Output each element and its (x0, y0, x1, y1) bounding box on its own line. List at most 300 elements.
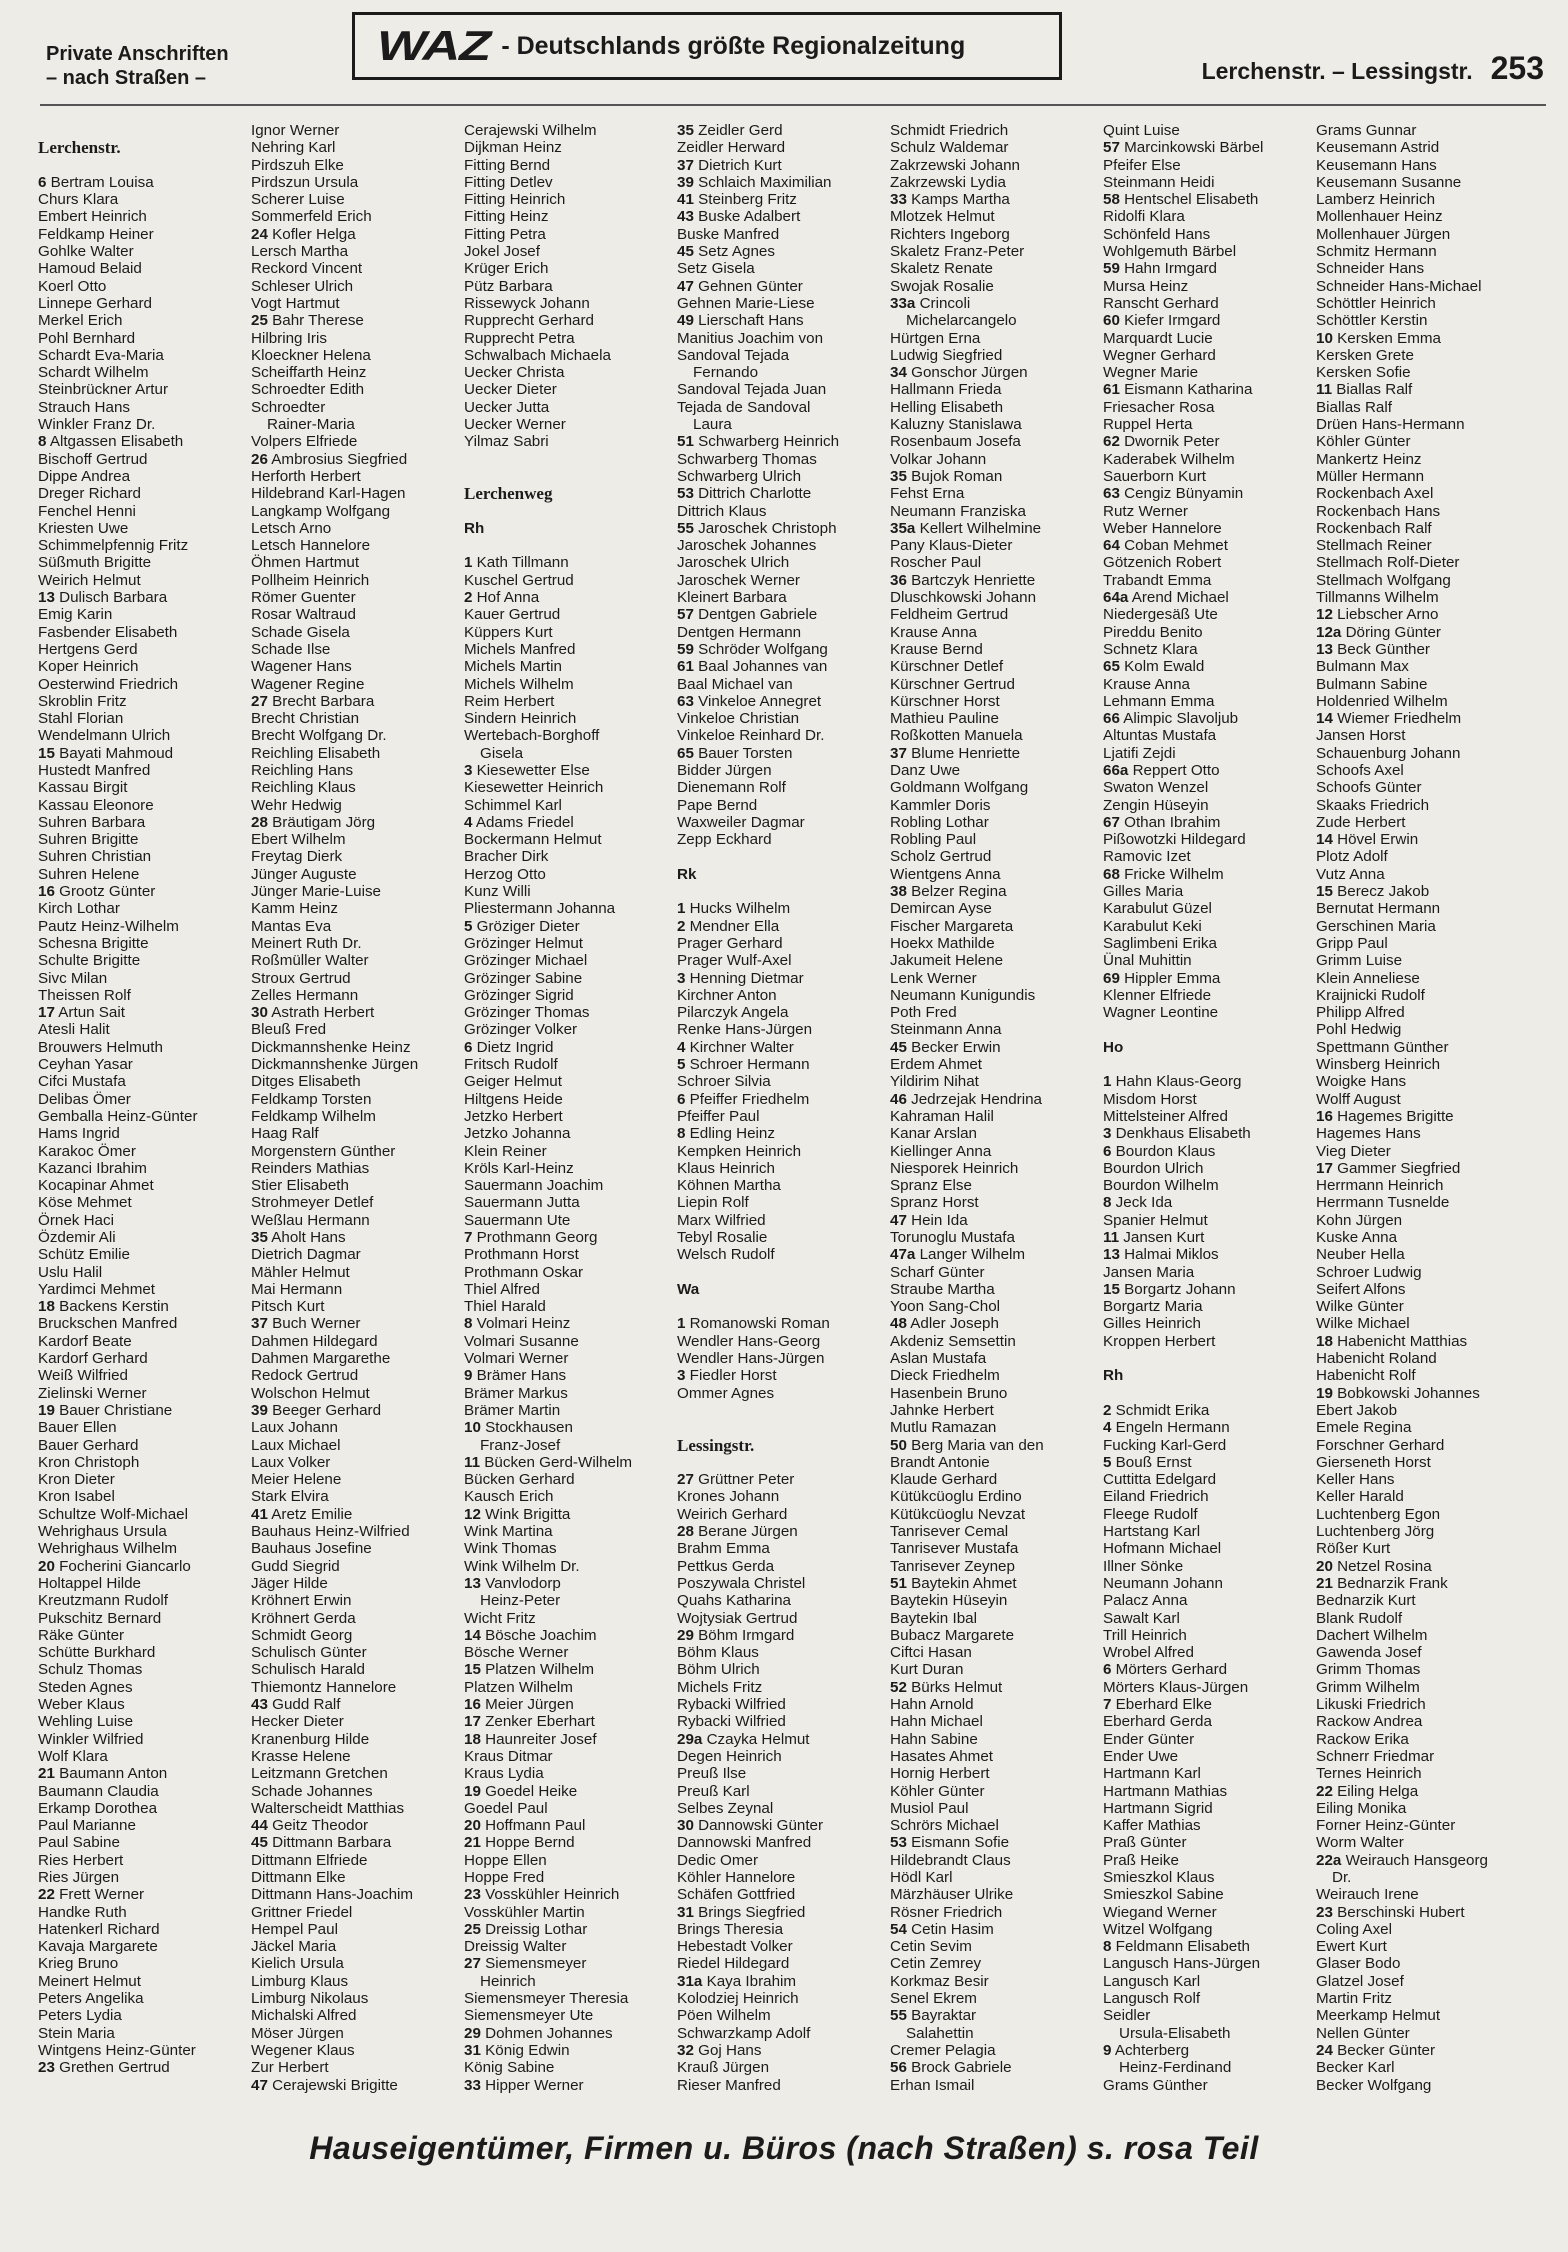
listing-entry: Wendler Hans-Jürgen (677, 1350, 825, 1368)
listing-entry: Wendelmann Ulrich (38, 727, 171, 745)
listing-entry: 37 Dietrich Kurt (677, 156, 782, 174)
listing-entry: 54 Cetin Hasim (890, 1920, 994, 1938)
listing-entry: Ebert Wilhelm (251, 831, 346, 849)
listing-entry: Hecker Dieter (251, 1713, 344, 1731)
listing-entry: Altuntas Mustafa (1103, 727, 1217, 745)
listing-entry: 65 Kolm Ewald (1103, 658, 1205, 676)
listing-entry: Rößer Kurt (1316, 1540, 1391, 1558)
listing-entry: 31 König Edwin (464, 2041, 570, 2059)
listing-entry: Pilarczyk Angela (677, 1004, 789, 1022)
listing-entry: Vinkeloe Christian (677, 710, 800, 728)
house-number: 27 (464, 1955, 481, 1973)
listing-entry: Ewert Kurt (1316, 1938, 1387, 1956)
listing-entry: 15 Borgartz Johann (1103, 1280, 1236, 1298)
listing-entry: 8 Jeck Ida (1103, 1194, 1173, 1212)
house-number: 33 (464, 2076, 481, 2094)
listing-entry: Morgenstern Günther (251, 1142, 396, 1160)
listing-entry: Grözinger Helmut (464, 934, 584, 952)
listing-entry: Reichling Klaus (251, 779, 356, 797)
listing-entry: Schöttler Kerstin (1316, 312, 1428, 330)
listing-entry: Hahn Sabine (890, 1730, 978, 1748)
house-number: 35 (251, 1229, 268, 1246)
listing-entry: Bidder Jürgen (677, 761, 772, 779)
listing-entry: Oesterwind Friedrich (38, 675, 179, 693)
listing-entry: Weber Klaus (38, 1696, 125, 1714)
listing-entry: Rockenbach Ralf (1316, 519, 1432, 537)
listing-entry: Wagner Leontine (1103, 1004, 1219, 1022)
masthead-box (352, 12, 1062, 80)
listing-entry: Cuttitta Edelgard (1103, 1471, 1217, 1489)
listing-entry: Feldkamp Wilhelm (251, 1107, 376, 1125)
listing-entry: Zakrzewski Johann (890, 156, 1020, 174)
house-number: 19 (38, 1401, 55, 1419)
house-number: 31a (677, 1972, 703, 1990)
listing-entry: Bleuß Fred (251, 1021, 327, 1039)
listing-entry: Thiel Harald (464, 1298, 546, 1316)
house-number: 18 (1316, 1332, 1333, 1350)
listing-entry: Vosskühler Martin (464, 1903, 585, 1921)
listing-entry: Wrobel Alfred (1103, 1644, 1194, 1662)
listing-entry: Wientgens Anna (890, 865, 1001, 883)
listing-entry: Ljatifi Zejdi (1103, 744, 1176, 762)
listing-entry: Özdemir Ali (38, 1229, 116, 1246)
listing-entry: Tillmanns Wilhelm (1316, 589, 1439, 607)
listing-entry: 4 Kirchner Walter (677, 1038, 794, 1056)
listing-entry: Cifci Mustafa (38, 1073, 126, 1091)
listing-entry: 62 Dwornik Peter (1103, 433, 1220, 451)
house-number: 13 (1103, 1246, 1120, 1264)
listing-entry: 12a Döring Günter (1316, 623, 1441, 641)
listing-entry: 55 Jaroschek Christoph (677, 519, 837, 537)
listing-entry: Danz Uwe (890, 761, 961, 779)
listing-entry: Aslan Mustafa (890, 1350, 987, 1368)
listing-entry: Lersch Martha (251, 243, 349, 261)
listing-entry: Märzhäuser Ulrike (890, 1886, 1014, 1904)
listing-entry: Schroedter Edith (251, 381, 365, 399)
listing-entry: Hahn Michael (890, 1713, 983, 1731)
listing-entry: Forschner Gerhard (1316, 1436, 1445, 1454)
house-number: 3 (464, 761, 473, 779)
listing-entry: Herzog Otto (464, 865, 546, 883)
house-number: 43 (677, 208, 694, 226)
listing-entry: Schrörs Michael (890, 1817, 999, 1835)
listing-entry: 13 Vanvlodorp (464, 1574, 561, 1592)
listing-entry: Ranscht Gerhard (1103, 294, 1219, 312)
listing-entry: Karabulut Güzel (1103, 900, 1212, 918)
listing-entry: Laux Michael (251, 1436, 341, 1454)
listing-entry: Zielinski Werner (38, 1384, 147, 1402)
listing-entry: 6 Pfeiffer Friedhelm (677, 1090, 810, 1108)
house-number: 6 (1103, 1661, 1112, 1679)
house-number: 6 (677, 1090, 686, 1108)
listing-entry: Volmari Susanne (464, 1332, 579, 1350)
listing-entry: Örnek Haci (38, 1211, 114, 1229)
listing-entry: Pautz Heinz-Wilhelm (38, 917, 179, 935)
listing-entry: Rackow Andrea (1316, 1713, 1423, 1731)
listing-entry: Fasbender Elisabeth (38, 623, 178, 641)
listing-entry: 22a Weirauch Hansgeorg (1316, 1851, 1488, 1869)
district-code: Rh (464, 519, 485, 537)
listing-entry: Böhm Klaus (677, 1644, 759, 1662)
house-number: 15 (464, 1661, 481, 1679)
listing-continuation: Ursula-Elisabeth (1119, 2024, 1231, 2042)
spacer (464, 503, 675, 520)
listing-entry: Bösche Werner (464, 1644, 569, 1662)
listing-entry: Langusch Karl (1103, 1972, 1201, 1990)
listing-entry: Fehst Erna (890, 485, 965, 503)
listing-entry: 18 Habenicht Matthias (1316, 1332, 1468, 1350)
house-number: 17 (464, 1713, 481, 1731)
listing-entry: Peters Angelika (38, 1990, 144, 2008)
listing-entry: Fitting Heinz (464, 208, 549, 226)
listing-entry: 3 Fiedler Horst (677, 1367, 777, 1385)
listing-entry: Jaroschek Werner (677, 571, 800, 589)
listing-entry: 4 Engeln Hermann (1103, 1419, 1230, 1437)
listing-entry: Kron Christoph (38, 1453, 140, 1471)
house-number: 10 (1316, 329, 1333, 347)
house-number: 29 (677, 1626, 694, 1644)
house-number: 55 (890, 2007, 907, 2025)
house-number: 30 (251, 1004, 268, 1022)
listing-entry: Lamberz Heinrich (1316, 191, 1436, 209)
house-number: 41 (677, 191, 694, 209)
listing-entry: 38 Belzer Regina (890, 883, 1007, 901)
listing-entry: 43 Gudd Ralf (251, 1696, 341, 1714)
house-number: 20 (464, 1817, 481, 1835)
listing-entry: Schade Ilse (251, 640, 331, 658)
house-number: 61 (1103, 381, 1120, 399)
listing-entry: Karabulut Keki (1103, 917, 1202, 935)
listing-entry: 1 Hucks Wilhelm (677, 900, 791, 918)
listing-entry: Bockermann Helmut (464, 831, 602, 849)
listing-entry: Weber Hannelore (1103, 519, 1222, 537)
listing-entry: Kammler Doris (890, 796, 991, 814)
listing-entry: 59 Schröder Wolfgang (677, 640, 828, 658)
listing-entry: 50 Berg Maria van den (890, 1436, 1044, 1454)
listing-entry: Roscher Paul (890, 554, 982, 572)
spacer (1103, 1350, 1314, 1367)
listing-entry: Kron Dieter (38, 1471, 115, 1489)
listing-entry: Mlotzek Helmut (890, 208, 995, 226)
listing-entry: Krause Anna (890, 623, 977, 641)
listing-entry: 8 Volmari Heinz (464, 1315, 571, 1333)
listing-entry: 59 Hahn Irmgard (1103, 260, 1217, 278)
listing-continuation: Gisela (480, 744, 524, 762)
listing-entry: Wehrighaus Wilhelm (38, 1540, 177, 1558)
house-number: 4 (677, 1038, 686, 1056)
listing-entry: Welsch Rudolf (677, 1246, 775, 1264)
listing-entry: 22 Eiling Helga (1316, 1782, 1419, 1800)
listing-entry: 9 Brämer Hans (464, 1367, 567, 1385)
listing-entry: Dickmannshenke Jürgen (251, 1056, 419, 1074)
house-number: 1 (677, 900, 686, 918)
listing-entry: Pohl Bernhard (38, 329, 136, 347)
listing-entry: 17 Artun Sait (38, 1004, 125, 1022)
listing-entry: Coling Axel (1316, 1920, 1392, 1938)
listing-entry: 13 Dulisch Barbara (38, 589, 168, 607)
listing-entry: Yardimci Mehmet (38, 1280, 156, 1298)
listing-entry: Ciftci Hasan (890, 1644, 972, 1662)
listing-entry: Scharf Günter (890, 1263, 985, 1281)
listing-entry: Köhnen Martha (677, 1177, 781, 1195)
listing-entry: Herrmann Tusnelde (1316, 1194, 1450, 1212)
listing-entry: Spranz Else (890, 1177, 972, 1195)
listing-entry: Krasse Helene (251, 1747, 351, 1765)
listing-entry: Kausch Erich (464, 1488, 554, 1506)
listing-entry: Suhren Helene (38, 865, 140, 883)
house-number: 6 (464, 1038, 473, 1056)
listing-entry: Süßmuth Brigitte (38, 554, 152, 572)
listing-entry: 60 Kiefer Irmgard (1103, 312, 1221, 330)
spacer (677, 1298, 888, 1315)
listing-continuation: Heinz-Ferdinand (1119, 2059, 1232, 2077)
listing-entry: Fitting Petra (464, 225, 546, 243)
house-number: 16 (1316, 1107, 1333, 1125)
listing-entry: Schütte Burkhard (38, 1644, 156, 1662)
listing-entry: 16 Hagemes Brigitte (1316, 1107, 1454, 1125)
listing-entry: Räke Günter (38, 1626, 125, 1644)
listing-entry: Pirdszuh Elke (251, 156, 344, 174)
house-number: 59 (677, 640, 694, 658)
listing-entry: Ludwig Siegfried (890, 346, 1003, 364)
listing-entry: König Sabine (464, 2059, 555, 2077)
listing-entry: Musiol Paul (890, 1799, 969, 1817)
listing-entry: Rutz Werner (1103, 502, 1188, 520)
listing-entry: Wehr Hedwig (251, 796, 342, 814)
listing-entry: Jahnke Herbert (890, 1401, 994, 1419)
listing-entry: 1 Kath Tillmann (464, 554, 569, 572)
house-number: 46 (890, 1090, 907, 1108)
listing-column-1 (38, 122, 251, 2120)
listing-entry: Reim Herbert (464, 692, 555, 710)
listing-entry: Luchtenberg Egon (1316, 1505, 1441, 1523)
listing-entry: 53 Eismann Sofie (890, 1834, 1010, 1852)
listing-entry: Dannowski Manfred (677, 1834, 812, 1852)
listing-entry: Grözinger Michael (464, 952, 588, 970)
house-number: 1 (464, 554, 473, 572)
listing-entry: Bücken Gerhard (464, 1471, 575, 1489)
listing-entry: 28 Bräutigam Jörg (251, 813, 376, 831)
listing-entry: 1 Hahn Klaus-Georg (1103, 1073, 1242, 1091)
listing-entry: Ignor Werner (251, 122, 340, 139)
listing-entry: Pollheim Heinrich (251, 571, 370, 589)
street-range: Lerchenstr. – Lessingstr. (1201, 58, 1473, 84)
listing-entry: Akdeniz Semsettin (890, 1332, 1016, 1350)
listing-entry: 35 Bujok Roman (890, 467, 1003, 485)
listing-entry: 27 Brecht Barbara (251, 692, 375, 710)
listing-entry: Walterscheidt Matthias (251, 1799, 405, 1817)
house-number: 65 (677, 744, 694, 762)
listing-entry: Richters Ingeborg (890, 225, 1010, 243)
listing-entry: Peters Lydia (38, 2007, 122, 2025)
house-number: 21 (38, 1765, 55, 1783)
listing-entry: Michels Manfred (464, 640, 576, 658)
house-number: 57 (1103, 139, 1120, 157)
listing-entry: Dijkman Heinz (464, 139, 562, 157)
listing-entry: Schroer Silvia (677, 1073, 771, 1091)
listing-entry: Stier Elisabeth (251, 1177, 349, 1195)
listing-entry: Kauer Gertrud (464, 606, 561, 624)
listing-entry: Schnetz Klara (1103, 640, 1198, 658)
listing-entry: Nehring Karl (251, 139, 336, 157)
listing-entry: Rosar Waltraud (251, 606, 356, 624)
listing-entry: 32 Goj Hans (677, 2041, 762, 2059)
house-number: 3 (1103, 1125, 1112, 1143)
listing-entry: Baytekin Ibal (890, 1609, 977, 1627)
listing-entry: Wink Wilhelm Dr. (464, 1557, 580, 1575)
house-number: 3 (677, 1367, 686, 1385)
listing-entry: 4 Adams Friedel (464, 813, 574, 831)
listing-entry: Schimmelpfennig Fritz (38, 537, 189, 555)
listing-entry: Pütz Barbara (464, 277, 553, 295)
listing-entry: Dreger Richard (38, 485, 141, 503)
listing-entry: Hagemes Hans (1316, 1125, 1421, 1143)
house-number: 20 (1316, 1557, 1333, 1575)
house-number: 5 (677, 1056, 686, 1074)
listing-entry: 29 Dohmen Johannes (464, 2024, 613, 2042)
house-number: 55 (677, 519, 694, 537)
house-number: 39 (677, 173, 694, 191)
listing-entry: 57 Marcinkowski Bärbel (1103, 139, 1264, 157)
listing-entry: Fleege Rudolf (1103, 1505, 1198, 1523)
listing-entry: Wicht Fritz (464, 1609, 536, 1627)
listing-entry: Kaffer Mathias (1103, 1817, 1201, 1835)
house-number: 9 (1103, 2041, 1112, 2059)
listing-entry: 37 Blume Henriette (890, 744, 1021, 762)
listing-entry: Niesporek Heinrich (890, 1159, 1019, 1177)
listing-entry: 13 Halmai Miklos (1103, 1246, 1219, 1264)
listing-entry: Tanrisever Zeynep (890, 1557, 1015, 1575)
listing-entry: Langusch Rolf (1103, 1990, 1201, 2008)
house-number: 39 (251, 1401, 268, 1419)
listing-entry: Kersken Sofie (1316, 364, 1411, 382)
house-number: 16 (464, 1696, 481, 1714)
listing-entry: Gierseneth Horst (1316, 1453, 1431, 1471)
listing-entry: Praß Günter (1103, 1834, 1187, 1852)
listing-entry: Pany Klaus-Dieter (890, 537, 1013, 555)
listing-entry: Demircan Ayse (890, 900, 992, 918)
listing-entry: 12 Liebscher Arno (1316, 606, 1439, 624)
listing-entry: Hofmann Michael (1103, 1540, 1222, 1558)
house-number: 25 (251, 312, 268, 330)
listing-entry: Ebert Jakob (1316, 1401, 1398, 1419)
listing-entry: Kuske Anna (1316, 1229, 1398, 1246)
listing-entry: 52 Bürks Helmut (890, 1678, 1003, 1696)
listing-entry: 61 Eismann Katharina (1103, 381, 1253, 399)
listing-entry: 66 Alimpic Slavoljub (1103, 710, 1239, 728)
listing-continuation: Salahettin (906, 2024, 974, 2042)
listing-entry: Hildebrand Karl-Hagen (251, 485, 406, 503)
listing-continuation: Heinrich (480, 1972, 536, 1990)
listing-entry: Schoofs Günter (1316, 779, 1422, 797)
listing-entry: Scheiffarth Heinz (251, 364, 367, 382)
listing-entry: Pirdszun Ursula (251, 173, 359, 191)
listing-entry: Dluschkowski Johann (890, 589, 1037, 607)
listing-entry: Ender Günter (1103, 1730, 1195, 1748)
house-number: 4 (464, 813, 473, 831)
listing-entry: Hamoud Belaid (38, 260, 142, 278)
listing-entry: Scholz Gertrud (890, 848, 992, 866)
listing-entry: Fischer Margareta (890, 917, 1014, 935)
listing-entry: Bourdon Wilhelm (1103, 1177, 1219, 1195)
listing-entry: Haag Ralf (251, 1125, 319, 1143)
house-number: 21 (464, 1834, 481, 1852)
listing-entry: Hoppe Fred (464, 1868, 545, 1886)
house-number: 62 (1103, 433, 1120, 451)
house-number: 2 (464, 589, 473, 607)
listing-entry: Setz Gisela (677, 260, 755, 278)
listing-entry: Erdem Ahmet (890, 1056, 983, 1074)
house-number: 27 (677, 1471, 694, 1489)
listing-entry: Hornig Herbert (890, 1765, 990, 1783)
listing-entry: 29a Czayka Helmut (677, 1730, 810, 1748)
listing-entry: Hartmann Sigrid (1103, 1799, 1213, 1817)
listing-entry: Bracher Dirk (464, 848, 549, 866)
listing-entry: Spranz Horst (890, 1194, 979, 1212)
listing-entry: 33 Kamps Martha (890, 191, 1010, 209)
house-number: 29a (677, 1730, 703, 1748)
listing-entry: Lehmann Emma (1103, 692, 1215, 710)
listing-entry: Kraus Lydia (464, 1765, 544, 1783)
listing-entry: Kahraman Halil (890, 1107, 994, 1125)
listing-entry: 66a Reppert Otto (1103, 761, 1220, 779)
house-number: 8 (1103, 1938, 1112, 1956)
house-number: 30 (677, 1817, 694, 1835)
house-number: 8 (464, 1315, 473, 1333)
listing-entry: 6 Dietz Ingrid (464, 1038, 554, 1056)
listing-entry: 25 Dreissig Lothar (464, 1920, 588, 1938)
listing-entry: Kempken Heinrich (677, 1142, 802, 1160)
listing-entry: Hartmann Mathias (1103, 1782, 1228, 1800)
section-label-line2: – nach Straßen – (46, 67, 207, 89)
listing-entry: Palacz Anna (1103, 1592, 1188, 1610)
listing-entry: Manitius Joachim von (677, 329, 824, 347)
listing-entry: 47 Gehnen Günter (677, 277, 803, 295)
listing-entry: Öhmen Hartmut (251, 554, 360, 572)
listing-column-7 (1316, 122, 1529, 2120)
listing-entry: Woigke Hans (1316, 1073, 1407, 1091)
listing-entry: Kriesten Uwe (38, 519, 129, 537)
listing-entry: Pliestermann Johanna (464, 900, 616, 918)
listing-entry: Brämer Martin (464, 1401, 561, 1419)
listing-entry: Kocapinar Ahmet (38, 1177, 154, 1195)
listing-entry: Köhler Günter (890, 1782, 985, 1800)
listing-entry: Böhm Ulrich (677, 1661, 760, 1679)
listing-entry: Ünal Muhittin (1103, 952, 1192, 970)
listing-entry: Selbes Zeynal (677, 1799, 774, 1817)
listing-entry: Fenchel Henni (38, 502, 136, 520)
listing-entry: 6 Bourdon Klaus (1103, 1142, 1216, 1160)
listing-entry: Krieg Bruno (38, 1955, 119, 1973)
listing-entry: 46 Jedrzejak Hendrina (890, 1090, 1042, 1108)
listing-entry: 61 Baal Johannes van (677, 658, 828, 676)
listing-entry: 12 Wink Brigitta (464, 1505, 571, 1523)
listing-entry: 45 Becker Erwin (890, 1038, 1001, 1056)
listing-entry: Tejada de Sandoval (677, 398, 811, 416)
listing-entry: Jaroschek Ulrich (677, 554, 790, 572)
listing-entry: Martin Fritz (1316, 1990, 1392, 2008)
listing-entry: Stark Elvira (251, 1488, 329, 1506)
listing-entry: Wilke Michael (1316, 1315, 1410, 1333)
listing-entry: 8 Feldmann Elisabeth (1103, 1938, 1250, 1956)
listing-entry: Gawenda Josef (1316, 1644, 1422, 1662)
listing-entry: 11 Bücken Gerd-Wilhelm (464, 1453, 632, 1471)
listing-entry: Tanrisever Mustafa (890, 1540, 1019, 1558)
listing-entry: 20 Netzel Rosina (1316, 1557, 1432, 1575)
house-number: 51 (890, 1574, 907, 1592)
listing-entry: 37 Buch Werner (251, 1315, 361, 1333)
listing-entry: Wertebach-Borghoff (464, 727, 600, 745)
